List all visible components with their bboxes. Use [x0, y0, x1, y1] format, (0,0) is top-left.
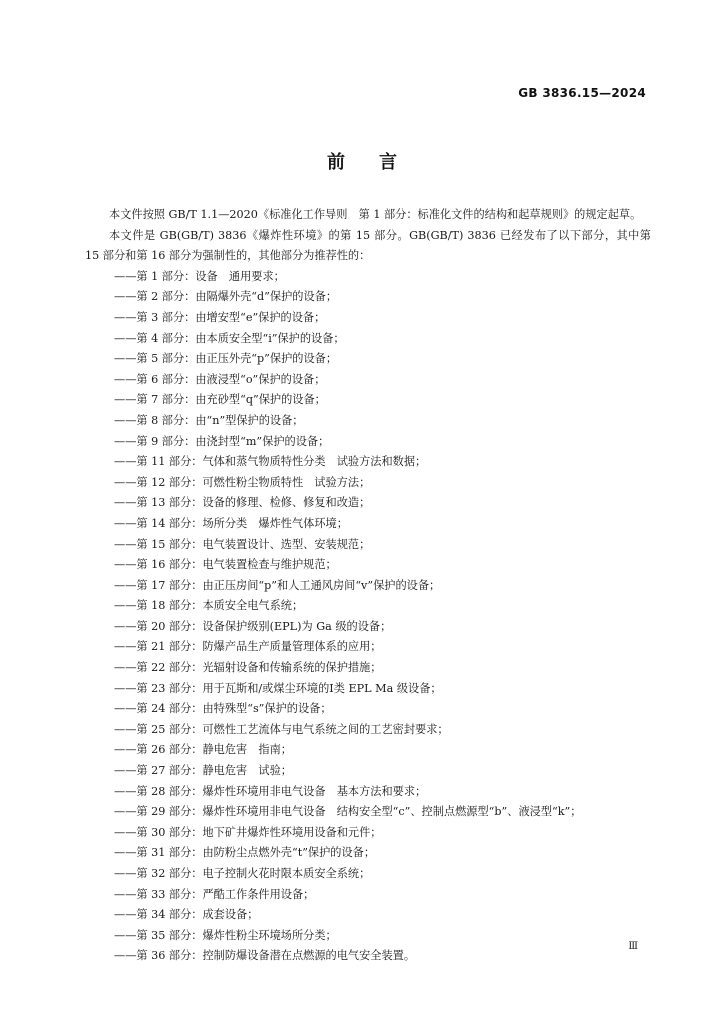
list-item: ——第 8 部分：由“n”型保护的设备； — [114, 413, 304, 427]
list-item: ——第 18 部分：本质安全电气系统； — [114, 599, 304, 613]
list-item: ——第 13 部分：设备的修理、检修、修复和改造； — [114, 496, 371, 510]
parts-list — [85, 267, 651, 967]
list-item: ——第 14 部分：场所分类 爆炸性气体环境； — [114, 516, 348, 530]
list-item: ——第 6 部分：由液浸型“o”保护的设备； — [114, 372, 326, 386]
list-item: ——第 2 部分：由隔爆外壳“d”保护的设备； — [114, 290, 338, 304]
list-item: ——第 4 部分：由本质安全型“i”保护的设备； — [114, 331, 345, 345]
list-item: ——第 12 部分：可燃性粉尘物质特性 试验方法； — [114, 475, 371, 489]
series-overview-paragraph: 本文件是 GB(GB/T) 3836《爆炸性环境》的第 15 部分。GB(GB/T) 3836 已经发布了以下部分，其中第 15 部分和第 16 部分为强制性的，其他部分为推荐性的： — [85, 228, 651, 263]
list-item: ——第 1 部分：设备 通用要求； — [114, 269, 285, 283]
list-item: ——第 3 部分：由增安型“e”保护的设备； — [114, 310, 326, 324]
page-title: 前言 — [327, 152, 431, 173]
list-item: ——第 34 部分：成套设备； — [114, 908, 259, 922]
list-item: ——第 9 部分：由浇封型“m”保护的设备； — [114, 434, 330, 448]
list-item: ——第 26 部分：静电危害 指南； — [114, 743, 292, 757]
standard-number-header: GB 3836.15—2024 — [518, 86, 646, 100]
list-item: ——第 32 部分：电子控制火花时限本质安全系统； — [114, 867, 371, 880]
list-item: ——第 33 部分：严酷工作条件用设备； — [114, 887, 315, 901]
list-item: ——第 17 部分：由正压房间“p”和人工通风房间“v”保护的设备； — [114, 578, 441, 592]
list-item: ——第 30 部分：地下矿井爆炸性环境用设备和元件； — [114, 825, 382, 839]
list-item: ——第 16 部分：电气装置检查与维护规范； — [114, 558, 337, 572]
list-item: ——第 25 部分：可燃性工艺流体与电气系统之间的工艺密封要求； — [114, 722, 449, 736]
list-item: ——第 28 部分：爆炸性环境用非电气设备 基本方法和要求； — [114, 784, 427, 798]
drafting-rules-paragraph: 本文件按照 GB/T 1.1—2020《标准化工作导则 第 1 部分：标准化文件的结构和起草规则》的规定起草。 — [109, 208, 642, 221]
list-item: ——第 7 部分：由充砂型“q”保护的设备； — [114, 393, 326, 407]
list-item: ——第 5 部分：由正压外壳“p”保护的设备； — [114, 352, 338, 366]
list-item: ——第 21 部分：防爆产品生产质量管理体系的应用； — [114, 640, 382, 654]
list-item: ——第 36 部分：控制防爆设备潜在点燃源的电气安全装置。 — [114, 949, 416, 963]
list-item: ——第 22 部分：光辐射设备和传输系统的保护措施； — [114, 661, 382, 675]
list-item: ——第 11 部分：气体和蒸气物质特性分类 试验方法和数据； — [114, 455, 427, 469]
list-item: ——第 20 部分：设备保护级别(EPL)为 Ga 级的设备； — [114, 619, 392, 633]
page-number: Ⅲ — [628, 941, 638, 952]
list-item: ——第 24 部分：由特殊型“s”保护的设备； — [114, 702, 332, 716]
list-item: ——第 15 部分：电气装置设计、选型、安装规范； — [114, 537, 371, 551]
list-item: ——第 23 部分：用于瓦斯和/或煤尘环境的Ⅰ类 EPL Ma 级设备； — [114, 681, 442, 695]
list-item: ——第 29 部分：爆炸性环境用非电气设备 结构安全型“c”、控制点燃源型“b”、液浸型“k”； — [114, 805, 582, 819]
document-body — [85, 205, 651, 967]
list-item: ——第 35 部分：爆炸性粉尘环境场所分类； — [114, 928, 337, 942]
list-item: ——第 31 部分：由防粉尘点燃外壳“t”保护的设备； — [114, 846, 376, 860]
list-item: ——第 27 部分：静电危害 试验； — [114, 764, 292, 778]
